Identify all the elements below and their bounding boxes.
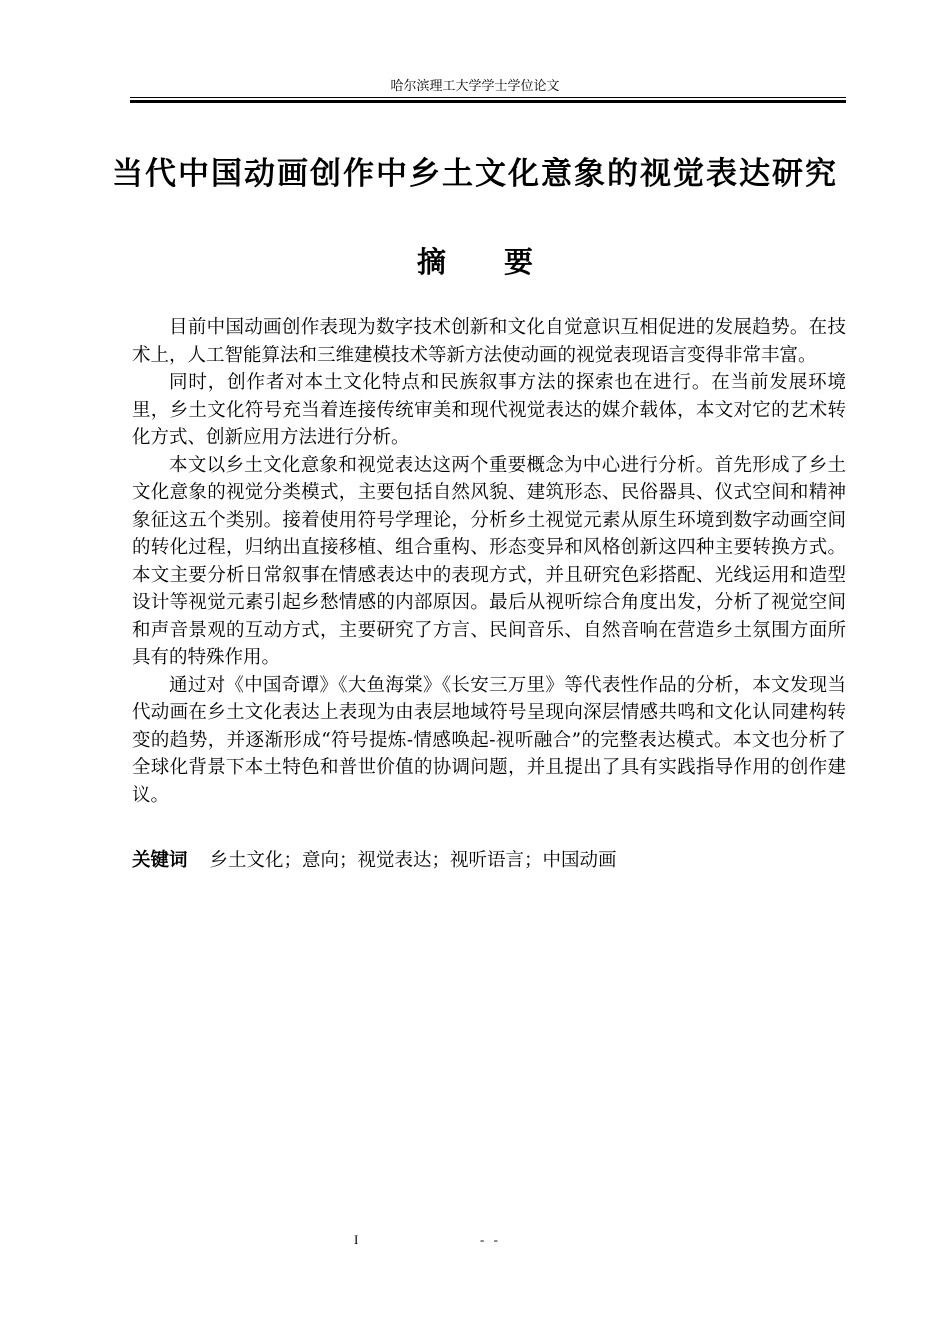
header-rule-thick	[130, 100, 846, 103]
keywords-label: 关键词	[132, 850, 188, 871]
abstract-paragraph: 目前中国动画创作表现为数字技术创新和文化自觉意识互相促进的发展趋势。在技术上，人工智能算法和三维建模技术等新方法使动画的视觉表现语言变得非常丰富。	[132, 317, 846, 366]
keywords-list: 乡土文化；意向；视觉表达；视听语言；中国动画	[209, 850, 617, 871]
footer-dashes: - -	[480, 1232, 501, 1247]
page-number: I	[354, 1232, 359, 1247]
keywords-line	[132, 847, 846, 874]
abstract-body	[132, 314, 846, 809]
abstract-heading-char-2: 要	[504, 245, 534, 279]
header-rule-thin	[130, 97, 846, 98]
abstract-paragraph: 同时，创作者对本土文化特点和民族叙事方法的探索也在进行。在当前发展环境里，乡土文化符号充当着连接传统审美和现代视觉表达的媒介载体，本文对它的艺术转化方式、创新应用方法进行分析。	[132, 372, 846, 448]
running-header: 哈尔滨理工大学学士学位论文	[390, 79, 560, 94]
abstract-heading	[0, 240, 950, 284]
thesis-title: 当代中国动画创作中乡土文化意象的视觉表达研究	[112, 156, 838, 192]
abstract-paragraph: 本文以乡土文化意象和视觉表达这两个重要概念为中心进行分析。首先形成了乡土文化意象的视觉分类模式，主要包括自然风貌、建筑形态、民俗器具、仪式空间和精神象征这五个类别。接着使用符号学理论，分析乡土视觉元素从原生环境到数字动画空间的转化过程，归纳出直接移植、组合重构、形态变异和风格创新这四种主要转换方式。本文主要分析日常叙事在情感表达中的表现方式，并且研究色彩搭配、光线运用和造型设计等视觉元素引起乡愁情感的内部原因。最后从视听综合角度出发，分析了视觉空间和声音景观的互动方式，主要研究了方言、民间音乐、自然音响在营造乡土氛围方面所具有的特殊作用。	[132, 454, 846, 668]
abstract-paragraph: 通过对《中国奇谭》《大鱼海棠》《长安三万里》等代表性作品的分析，本文发现当代动画在乡土文化表达上表现为由表层地域符号呈现向深层情感共鸣和文化认同建构转变的趋势，并逐渐形成“符号提炼-情感唤起-视听融合”的完整表达模式。本文也分析了全球化背景下本土特色和普世价值的协调问题，并且提出了具有实践指导作用的创作建议。	[132, 674, 846, 806]
abstract-heading-char-1: 摘	[416, 245, 446, 279]
